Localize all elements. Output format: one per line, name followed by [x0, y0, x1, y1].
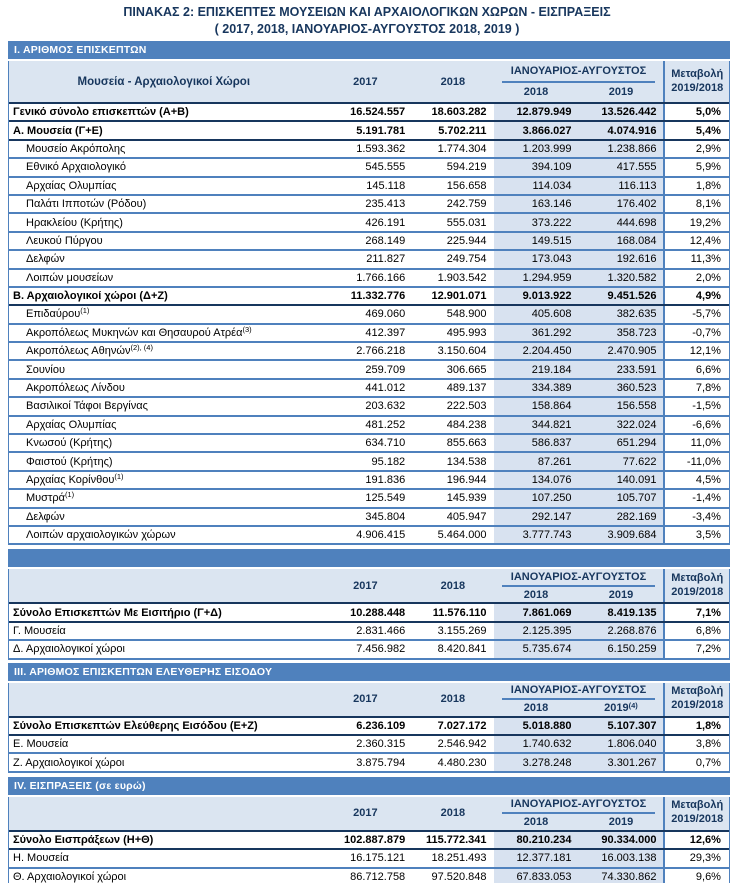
value-2018: 8.420.841 — [437, 643, 487, 656]
col-header-change — [663, 569, 729, 602]
col-header-period-label: ΙΑΝΟΥΑΡΙΟΣ-ΑΥΓΟΥΣΤΟΣ — [502, 569, 656, 587]
value-jan-aug-2018: 134.076 — [494, 472, 579, 488]
value-change: 12,6% — [663, 832, 729, 848]
value-change: 1,8% — [663, 718, 729, 734]
col-header-2017: 2017 — [353, 579, 378, 592]
value-jan-aug-2018: 2.204.450 — [494, 343, 579, 359]
col-header-change-line1: Μεταβολή — [671, 67, 724, 80]
value-change: 8,1% — [663, 196, 729, 212]
value-jan-aug-2018: 7.861.069 — [494, 604, 579, 620]
value-jan-aug-2018: 5.018.880 — [494, 718, 579, 734]
value-2018: 196.944 — [446, 474, 487, 486]
row-label: Δελφών — [26, 253, 65, 266]
value-jan-aug-2019: 2.470.905 — [579, 343, 664, 359]
value-jan-aug-2018: 107.250 — [494, 490, 579, 506]
column-header-row — [9, 797, 729, 832]
value-jan-aug-2018: 344.821 — [494, 417, 579, 433]
value-jan-aug-2019: 9.451.526 — [579, 288, 664, 304]
value-jan-aug-2019: 8.419.135 — [579, 604, 664, 620]
col-header-change — [663, 683, 729, 716]
col-header-period-group — [494, 61, 664, 102]
value-change: -1,4% — [663, 490, 729, 506]
value-2018: 3.155.269 — [437, 624, 487, 637]
col-header-jan-aug-2019: 2019 — [608, 588, 634, 601]
table-row — [9, 251, 729, 269]
table-body — [8, 61, 730, 545]
value-jan-aug-2019: 3.909.684 — [579, 527, 664, 543]
value-jan-aug-2018: 3.278.248 — [494, 754, 579, 770]
value-2018: 548.900 — [446, 308, 487, 321]
table-row — [9, 196, 729, 214]
col-header-change-line2: 2019/2018 — [671, 699, 724, 712]
section-header-bar — [8, 777, 730, 795]
section-title: ΙV. ΕΙΣΠΡΑΞΕΙΣ (σε ευρώ) — [14, 779, 146, 792]
row-label: Γενικό σύνολο επισκεπτών (Α+Β) — [13, 106, 189, 119]
value-2018: 18.251.493 — [431, 852, 487, 865]
value-change: -1,5% — [663, 398, 729, 414]
value-2017: 191.836 — [365, 474, 406, 486]
col-header-change — [663, 61, 729, 102]
value-change: 2,0% — [663, 270, 729, 286]
table-row — [9, 325, 729, 343]
value-jan-aug-2019: 282.169 — [579, 509, 664, 525]
value-2018: 97.520.848 — [431, 870, 487, 883]
value-2017: 4.906.415 — [356, 529, 406, 542]
row-label: Ε. Μουσεία — [13, 738, 69, 751]
value-jan-aug-2019: 382.635 — [579, 306, 664, 322]
table-row — [9, 604, 729, 622]
row-label: Σύνολο Επισκεπτών Ελεύθερης Εισόδου (Ε+Ζ) — [13, 719, 258, 732]
table-row — [9, 398, 729, 416]
value-2017: 259.709 — [365, 363, 406, 376]
value-jan-aug-2019: 444.698 — [579, 214, 664, 230]
value-change: 7,8% — [663, 380, 729, 396]
value-2017: 5.191.781 — [356, 124, 406, 137]
value-jan-aug-2019: 5.107.307 — [579, 718, 664, 734]
value-2017: 125.549 — [365, 492, 406, 505]
value-jan-aug-2019: 168.084 — [579, 233, 664, 249]
row-label: Αρχαίας Κορίνθου $^{(1)}$ — [26, 472, 124, 486]
value-2018: 4.480.230 — [437, 756, 487, 769]
row-label: Σύνολο Εισπράξεων (Η+Θ) — [13, 833, 154, 846]
table-body — [8, 683, 730, 773]
row-label: Γ. Μουσεία — [13, 624, 66, 637]
value-jan-aug-2019: 77.622 — [579, 453, 664, 469]
value-jan-aug-2018: 292.147 — [494, 509, 579, 525]
value-2018: 495.993 — [446, 326, 487, 339]
row-label: Αρχαίας Ολυμπίας — [26, 418, 117, 431]
col-header-change-line2: 2019/2018 — [671, 81, 724, 94]
value-jan-aug-2019: 13.526.442 — [579, 104, 664, 120]
value-2018: 12.901.071 — [431, 290, 487, 303]
section-header-bar — [8, 549, 730, 567]
column-header-row — [9, 569, 729, 604]
value-jan-aug-2018: 334.389 — [494, 380, 579, 396]
col-header-change-line1: Μεταβολή — [671, 685, 724, 698]
value-change: -6,6% — [663, 417, 729, 433]
col-header-period-subrow — [494, 814, 664, 830]
page-subtitle: ( 2017, 2018, ΙΑΝΟΥΑΡΙΟΣ-ΑΥΓΟΥΣΤΟΣ 2018, 2019 ) — [214, 21, 520, 36]
section-header-bar — [8, 41, 730, 59]
value-2018: 555.031 — [446, 216, 487, 229]
table-row — [9, 361, 729, 379]
value-2018: 222.503 — [446, 400, 487, 413]
col-header-period-group — [494, 683, 664, 716]
row-label: Δελφών — [26, 510, 65, 523]
row-label: Ακροπόλεως Αθηνών $^{(2), (4)}$ — [26, 343, 153, 358]
table-row — [9, 718, 729, 736]
value-2017: 545.555 — [365, 161, 406, 174]
value-2017: 95.182 — [371, 455, 406, 468]
value-jan-aug-2018: 1.740.632 — [494, 736, 579, 752]
value-2017: 235.413 — [365, 198, 406, 211]
row-label: Λευκού Πύργου — [26, 234, 103, 247]
value-2017: 481.252 — [365, 418, 406, 431]
table-row — [9, 306, 729, 324]
value-jan-aug-2018: 158.864 — [494, 398, 579, 414]
value-change: 4,9% — [663, 288, 729, 304]
value-jan-aug-2019: 651.294 — [579, 435, 664, 451]
value-2018: 242.759 — [446, 198, 487, 211]
table-body — [8, 797, 730, 883]
table-row — [9, 509, 729, 527]
table-row — [9, 159, 729, 177]
value-jan-aug-2019: 417.555 — [579, 159, 664, 175]
value-2017: 634.710 — [365, 437, 406, 450]
row-label: Ακροπόλεως Μυκηνών και Θησαυρού Ατρέα $^{(3)}$ — [26, 324, 252, 339]
value-jan-aug-2019: 90.334.000 — [579, 832, 664, 848]
column-header-row — [9, 683, 729, 718]
value-change: 5,9% — [663, 159, 729, 175]
col-header-jan-aug-2018: 2018 — [523, 701, 549, 714]
col-header-change-line1: Μεταβολή — [671, 799, 724, 812]
row-label: Αρχαίας Ολυμπίας — [26, 179, 117, 192]
table-row — [9, 490, 729, 508]
value-jan-aug-2018: 219.184 — [494, 361, 579, 377]
row-label: Φαιστού (Κρήτης) — [26, 455, 113, 468]
value-jan-aug-2018: 3.777.743 — [494, 527, 579, 543]
value-2018: 1.903.542 — [437, 271, 487, 284]
value-change: 0,7% — [663, 754, 729, 770]
value-change: 29,3% — [663, 850, 729, 866]
value-2018: 5.464.000 — [437, 529, 487, 542]
value-2017: 1.766.166 — [356, 271, 406, 284]
value-2017: 268.149 — [365, 234, 406, 247]
table-row — [9, 736, 729, 754]
table-row — [9, 288, 729, 306]
row-label: Β. Αρχαιολογικοί χώροι (Δ+Ζ) — [13, 290, 168, 303]
table-row — [9, 453, 729, 471]
value-2017: 2.360.315 — [356, 738, 406, 751]
col-header-2017: 2017 — [353, 75, 378, 88]
value-jan-aug-2019: 16.003.138 — [579, 850, 664, 866]
value-jan-aug-2019: 1.320.582 — [579, 270, 664, 286]
col-header-2018: 2018 — [440, 75, 466, 88]
row-label: Μυστρά $^{(1)}$ — [26, 490, 75, 505]
col-header-change-line1: Μεταβολή — [671, 572, 724, 585]
col-header-2017: 2017 — [353, 807, 378, 820]
col-header-2018: 2018 — [440, 579, 466, 592]
value-2018: 3.150.604 — [437, 345, 487, 358]
value-jan-aug-2018: 586.837 — [494, 435, 579, 451]
value-2017: 203.632 — [365, 400, 406, 413]
value-jan-aug-2019: 2.268.876 — [579, 623, 664, 639]
value-2018: 156.658 — [446, 179, 487, 192]
value-2017: 7.456.982 — [356, 643, 406, 656]
value-2017: 469.060 — [365, 308, 406, 321]
value-jan-aug-2018: 67.833.053 — [494, 869, 579, 883]
value-change: 5,0% — [663, 104, 729, 120]
value-2018: 489.137 — [446, 382, 487, 395]
row-label: Ηρακλείου (Κρήτης) — [26, 216, 123, 229]
value-jan-aug-2018: 12.879.949 — [494, 104, 579, 120]
table-row — [9, 141, 729, 159]
row-label: Σύνολο Επισκεπτών Με Εισιτήριο (Γ+Δ) — [13, 606, 222, 619]
col-header-period-subrow — [494, 587, 664, 603]
col-header-jan-aug-2019: 2019 — [608, 86, 634, 99]
value-jan-aug-2018: 163.146 — [494, 196, 579, 212]
value-jan-aug-2018: 149.515 — [494, 233, 579, 249]
value-2017: 16.524.557 — [350, 106, 406, 119]
col-header-2018: 2018 — [440, 693, 466, 706]
col-header-period-group — [494, 797, 664, 830]
value-2018: 855.663 — [446, 437, 487, 450]
col-header-period-label: ΙΑΝΟΥΑΡΙΟΣ-ΑΥΓΟΥΣΤΟΣ — [502, 683, 656, 701]
row-label: Σουνίου — [26, 363, 66, 376]
value-2017: 10.288.448 — [350, 606, 406, 619]
value-jan-aug-2019: 358.723 — [579, 325, 664, 341]
table-body — [8, 569, 730, 659]
row-label: Η. Μουσεία — [13, 852, 69, 865]
row-label: Θ. Αρχαιολογικοί χώροι — [13, 870, 127, 883]
col-header-jan-aug-2019: 2019 $^{(4)}$ — [604, 700, 638, 714]
value-change: 12,4% — [663, 233, 729, 249]
value-change: 9,6% — [663, 869, 729, 883]
value-2017: 145.118 — [366, 179, 406, 192]
col-header-name — [9, 683, 319, 716]
value-jan-aug-2018: 80.210.234 — [494, 832, 579, 848]
row-label: Α. Μουσεία (Γ+Ε) — [13, 124, 103, 137]
table-row — [9, 343, 729, 361]
table-row — [9, 417, 729, 435]
value-change: 3,5% — [663, 527, 729, 543]
value-jan-aug-2019: 176.402 — [579, 196, 664, 212]
table-row — [9, 869, 729, 883]
value-2017: 3.875.794 — [356, 756, 406, 769]
col-header-name: Μουσεία - Αρχαιολογικοί Χώροι — [77, 75, 251, 88]
value-2018: 225.944 — [446, 234, 487, 247]
value-jan-aug-2018: 3.866.027 — [494, 122, 579, 138]
col-header-period-group — [494, 569, 664, 602]
value-2017: 441.012 — [365, 382, 406, 395]
table-row — [9, 122, 729, 140]
value-jan-aug-2018: 1.294.959 — [494, 270, 579, 286]
value-jan-aug-2019: 74.330.862 — [579, 869, 664, 883]
table-row — [9, 754, 729, 772]
col-header-period-label: ΙΑΝΟΥΑΡΙΟΣ-ΑΥΓΟΥΣΤΟΣ — [502, 61, 656, 83]
value-jan-aug-2018: 87.261 — [494, 453, 579, 469]
value-jan-aug-2019: 116.113 — [579, 178, 664, 194]
col-header-change-line2: 2019/2018 — [671, 585, 724, 598]
value-change: 12,1% — [663, 343, 729, 359]
table-row — [9, 832, 729, 850]
value-2017: 16.175.121 — [350, 852, 406, 865]
value-2018: 7.027.172 — [437, 719, 487, 732]
value-2018: 405.947 — [446, 510, 487, 523]
row-label: Δ. Αρχαιολογικοί χώροι — [13, 643, 125, 656]
value-jan-aug-2019: 4.074.916 — [579, 122, 664, 138]
value-change: 1,8% — [663, 178, 729, 194]
row-label: Επιδαύρου $^{(1)}$ — [26, 306, 90, 321]
col-header-change-line2: 2019/2018 — [671, 813, 724, 826]
page-title: ΠΙΝΑΚΑΣ 2: ΕΠΙΣΚΕΠΤΕΣ ΜΟΥΣΕΙΩΝ ΚΑΙ ΑΡΧΑΙΟΛΟΓΙΚΩΝ ΧΩΡΩΝ - ΕΙΣΠΡΑΞΕΙΣ — [123, 5, 611, 19]
value-2018: 594.219 — [446, 161, 487, 174]
value-2017: 86.712.758 — [350, 870, 406, 883]
section-header-bar — [8, 663, 730, 681]
value-jan-aug-2019: 1.238.866 — [579, 141, 664, 157]
table-row — [9, 270, 729, 288]
column-header-row — [9, 61, 729, 104]
value-2017: 345.804 — [365, 510, 406, 523]
value-jan-aug-2018: 173.043 — [494, 251, 579, 267]
value-change: 11,0% — [663, 435, 729, 451]
value-2017: 426.191 — [365, 216, 406, 229]
value-jan-aug-2018: 361.292 — [494, 325, 579, 341]
col-header-name — [9, 797, 319, 830]
value-jan-aug-2019: 192.616 — [579, 251, 664, 267]
col-header-2017: 2017 — [353, 693, 378, 706]
page-title-block — [0, 0, 734, 39]
value-jan-aug-2018: 5.735.674 — [494, 641, 579, 657]
row-label: Κνωσού (Κρήτης) — [26, 437, 113, 450]
value-2018: 1.774.304 — [437, 142, 487, 155]
value-2018: 145.939 — [446, 492, 487, 505]
value-2018: 249.754 — [446, 253, 487, 266]
section-title: Ι. ΑΡΙΘΜΟΣ ΕΠΙΣΚΕΠΤΩΝ — [14, 44, 147, 56]
col-header-2018: 2018 — [440, 807, 466, 820]
table-row — [9, 641, 729, 659]
value-change: 5,4% — [663, 122, 729, 138]
value-jan-aug-2019: 156.558 — [579, 398, 664, 414]
value-2018: 11.576.110 — [432, 606, 487, 619]
row-label: Ζ. Αρχαιολογικοί χώροι — [13, 756, 125, 769]
value-change: -3,4% — [663, 509, 729, 525]
col-header-change — [663, 797, 729, 830]
col-header-jan-aug-2019: 2019 — [608, 815, 634, 828]
value-jan-aug-2019: 3.301.267 — [579, 754, 664, 770]
value-jan-aug-2018: 2.125.395 — [494, 623, 579, 639]
value-jan-aug-2019: 233.591 — [579, 361, 664, 377]
value-change: 2,9% — [663, 141, 729, 157]
table-row — [9, 233, 729, 251]
table-row — [9, 435, 729, 453]
value-2017: 412.397 — [365, 326, 406, 339]
value-change: 7,2% — [663, 641, 729, 657]
value-jan-aug-2019: 140.091 — [579, 472, 664, 488]
col-header-jan-aug-2018: 2018 — [523, 815, 549, 828]
row-label: Ακροπόλεως Λίνδου — [26, 382, 125, 395]
col-header-jan-aug-2018: 2018 — [523, 86, 549, 99]
col-header-period-label: ΙΑΝΟΥΑΡΙΟΣ-ΑΥΓΟΥΣΤΟΣ — [502, 797, 656, 815]
value-2018: 2.546.942 — [437, 738, 487, 751]
value-change: 19,2% — [663, 214, 729, 230]
value-jan-aug-2019: 6.150.259 — [579, 641, 664, 657]
value-jan-aug-2019: 1.806.040 — [579, 736, 664, 752]
value-change: -11,0% — [663, 453, 729, 469]
col-header-jan-aug-2018: 2018 — [523, 588, 549, 601]
value-change: 3,8% — [663, 736, 729, 752]
value-jan-aug-2018: 1.203.999 — [494, 141, 579, 157]
value-change: -0,7% — [663, 325, 729, 341]
col-header-name — [9, 569, 319, 602]
value-2017: 1.593.362 — [356, 142, 406, 155]
tables-container — [8, 39, 730, 883]
table-row — [9, 214, 729, 232]
value-jan-aug-2018: 394.109 — [494, 159, 579, 175]
value-change: -5,7% — [663, 306, 729, 322]
table-row — [9, 623, 729, 641]
value-jan-aug-2019: 360.523 — [579, 380, 664, 396]
table-row — [9, 380, 729, 398]
value-change: 6,6% — [663, 361, 729, 377]
section-title: ΙΙΙ. ΑΡΙΘΜΟΣ ΕΠΙΣΚΕΠΤΩΝ ΕΛΕΥΘΕΡΗΣ ΕΙΣΟΔΟΥ — [14, 665, 273, 678]
table-row — [9, 527, 729, 545]
value-jan-aug-2019: 105.707 — [579, 490, 664, 506]
value-jan-aug-2018: 9.013.922 — [494, 288, 579, 304]
row-label: Μουσείο Ακρόπολης — [26, 142, 126, 155]
value-2018: 134.538 — [446, 455, 487, 468]
value-2017: 6.236.109 — [356, 719, 406, 732]
value-jan-aug-2018: 373.222 — [494, 214, 579, 230]
value-2018: 18.603.282 — [431, 106, 487, 119]
value-2018: 5.702.211 — [438, 124, 487, 137]
value-jan-aug-2019: 322.024 — [579, 417, 664, 433]
value-jan-aug-2018: 405.608 — [494, 306, 579, 322]
row-label: Βασιλικοί Τάφοι Βεργίνας — [26, 400, 148, 413]
table-row — [9, 104, 729, 122]
row-label: Λοιπών αρχαιολογικών χώρων — [26, 529, 176, 542]
table-row — [9, 178, 729, 196]
value-2017: 2.766.218 — [356, 345, 406, 358]
value-2017: 2.831.466 — [356, 624, 406, 637]
row-label: Παλάτι Ιπποτών (Ρόδου) — [26, 198, 147, 211]
value-change: 6,8% — [663, 623, 729, 639]
value-2018: 115.772.341 — [425, 833, 487, 846]
col-header-period-subrow — [494, 83, 664, 103]
value-jan-aug-2018: 114.034 — [494, 178, 579, 194]
value-2017: 211.827 — [366, 253, 406, 266]
value-2017: 102.887.879 — [344, 833, 406, 846]
value-change: 4,5% — [663, 472, 729, 488]
value-change: 11,3% — [663, 251, 729, 267]
value-2018: 484.238 — [446, 418, 487, 431]
value-2017: 11.332.776 — [350, 290, 406, 303]
row-label: Λοιπών μουσείων — [26, 271, 114, 284]
col-header-period-subrow — [494, 700, 664, 716]
value-2018: 306.665 — [446, 363, 487, 376]
table-row — [9, 850, 729, 868]
value-jan-aug-2018: 12.377.181 — [494, 850, 579, 866]
value-change: 7,1% — [663, 604, 729, 620]
table-row — [9, 472, 729, 490]
row-label: Εθνικό Αρχαιολογικό — [26, 161, 126, 174]
